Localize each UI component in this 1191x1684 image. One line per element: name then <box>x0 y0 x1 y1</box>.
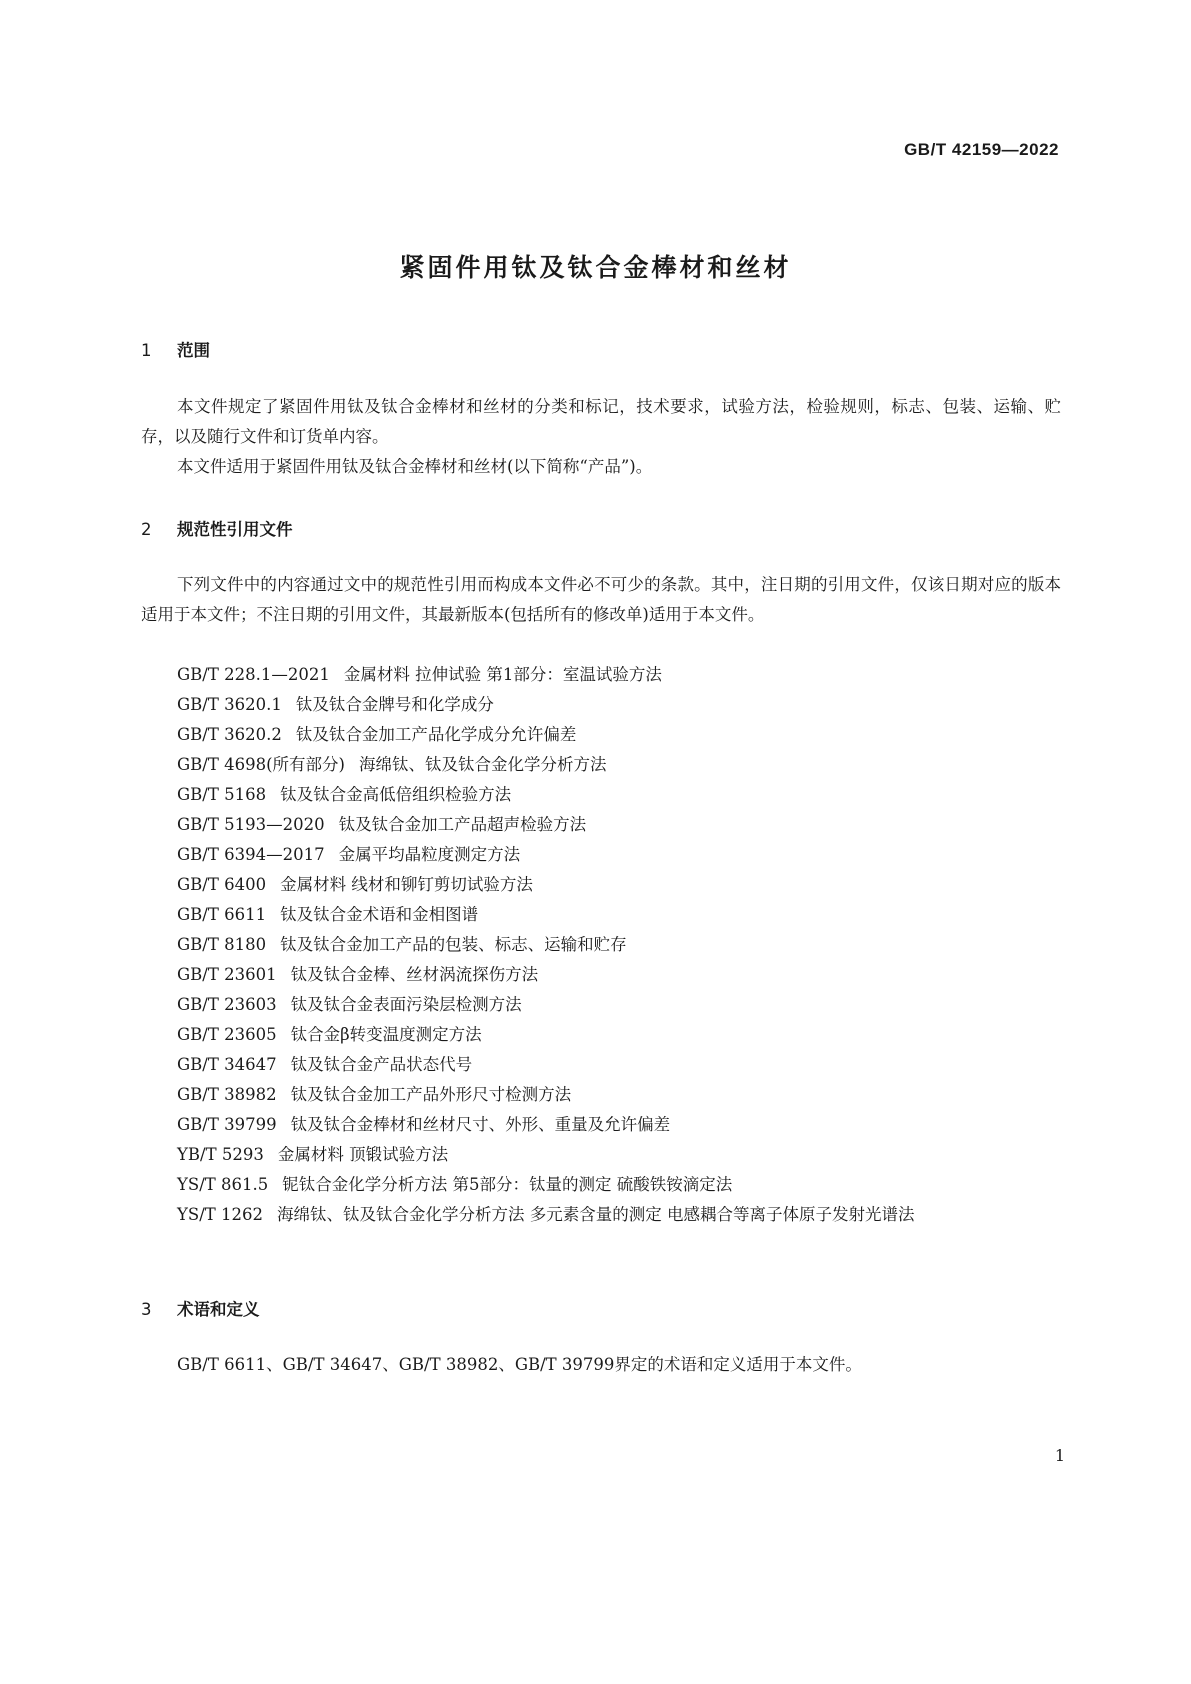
reference-title: 金属平均晶粒度测定方法 <box>338 845 521 864</box>
reference-code: GB/T 5193—2020 <box>177 815 325 834</box>
document-title: 紧固件用钛及钛合金棒材和丝材 <box>399 253 792 282</box>
normative-refs-intro: 下列文件中的内容通过文中的规范性引用而构成本文件必不可少的条款。其中，注日期的引用文件，仅该日期对应的版本适用于本文件；不注日期的引用文件，其最新版本(包括所有的修改单)适用于本文件。 <box>141 575 1061 624</box>
section-number: 1 <box>141 341 152 360</box>
reference-item <box>141 870 1061 900</box>
section-heading-normative-refs <box>141 516 293 540</box>
reference-item <box>141 780 1061 810</box>
reference-title: 钛及钛合金牌号和化学成分 <box>295 695 494 714</box>
reference-title: 金属材料 拉伸试验 第1部分：室温试验方法 <box>343 665 662 684</box>
terms-paragraph: GB/T 6611、GB/T 34647、GB/T 38982、GB/T 39799界定的术语和定义适用于本文件。 <box>177 1355 862 1374</box>
reference-code: GB/T 3620.1 <box>177 695 282 714</box>
reference-code: YB/T 5293 <box>177 1145 264 1164</box>
reference-item <box>141 690 1061 720</box>
reference-title: 金属材料 顶锻试验方法 <box>277 1145 449 1164</box>
reference-title: 钛及钛合金加工产品外形尺寸检测方法 <box>290 1085 572 1104</box>
reference-item <box>141 750 1061 780</box>
reference-item <box>141 1140 1061 1170</box>
section-heading-terms <box>141 1296 260 1320</box>
reference-code: YS/T 1262 <box>177 1205 263 1224</box>
scope-paragraph: 本文件适用于紧固件用钛及钛合金棒材和丝材(以下简称“产品”)。 <box>177 457 653 476</box>
section-title: 术语和定义 <box>177 1300 260 1319</box>
reference-title: 钛及钛合金加工产品化学成分允许偏差 <box>295 725 577 744</box>
reference-list <box>141 660 1061 1230</box>
reference-item <box>141 1050 1061 1080</box>
reference-code: GB/T 6400 <box>177 875 267 894</box>
reference-item <box>141 900 1061 930</box>
reference-title: 金属材料 线材和铆钉剪切试验方法 <box>280 875 533 894</box>
reference-code: GB/T 6611 <box>177 905 267 924</box>
reference-code: GB/T 23601 <box>177 965 277 984</box>
scope-paragraph: 本文件规定了紧固件用钛及钛合金棒材和丝材的分类和标记，技术要求，试验方法，检验规则，标志、包装、运输、贮存，以及随行文件和订货单内容。 <box>141 397 1061 446</box>
reference-code: GB/T 228.1—2021 <box>177 665 330 684</box>
reference-item <box>141 960 1061 990</box>
reference-title: 钛及钛合金产品状态代号 <box>290 1055 473 1074</box>
reference-item <box>141 1200 1061 1230</box>
reference-title: 钛合金β转变温度测定方法 <box>290 1025 482 1044</box>
reference-item <box>141 1080 1061 1110</box>
section-number: 2 <box>141 520 152 539</box>
reference-item <box>141 840 1061 870</box>
section-number: 3 <box>141 1300 152 1319</box>
reference-item <box>141 990 1061 1020</box>
reference-title: 钛及钛合金高低倍组织检验方法 <box>280 785 512 804</box>
reference-code: GB/T 8180 <box>177 935 267 954</box>
reference-title: 钛及钛合金棒材和丝材尺寸、外形、重量及允许偏差 <box>290 1115 671 1134</box>
reference-item <box>141 1020 1061 1050</box>
reference-item <box>141 810 1061 840</box>
reference-title: 钛及钛合金棒、丝材涡流探伤方法 <box>290 965 539 984</box>
section-title: 规范性引用文件 <box>177 520 293 539</box>
reference-title: 海绵钛、钛及钛合金化学分析方法 多元素含量的测定 电感耦合等离子体原子发射光谱法 <box>277 1205 915 1224</box>
reference-title: 钛及钛合金加工产品的包装、标志、运输和贮存 <box>280 935 627 954</box>
reference-code: GB/T 23605 <box>177 1025 277 1044</box>
reference-item <box>141 660 1061 690</box>
reference-item <box>141 720 1061 750</box>
reference-title: 钛及钛合金表面污染层检测方法 <box>290 995 522 1014</box>
reference-item <box>141 1170 1061 1200</box>
page-number: 1 <box>1054 1446 1065 1465</box>
reference-code: GB/T 38982 <box>177 1085 277 1104</box>
reference-title: 钛及钛合金术语和金相图谱 <box>280 905 479 924</box>
reference-code: GB/T 3620.2 <box>177 725 282 744</box>
reference-code: GB/T 5168 <box>177 785 267 804</box>
reference-title: 海绵钛、钛及钛合金化学分析方法 <box>358 755 607 774</box>
reference-item <box>141 1110 1061 1140</box>
section-heading-scope <box>141 337 210 361</box>
reference-code: GB/T 6394—2017 <box>177 845 325 864</box>
reference-code: YS/T 861.5 <box>177 1175 269 1194</box>
reference-code: GB/T 39799 <box>177 1115 277 1134</box>
reference-title: 铌钛合金化学分析方法 第5部分：钛量的测定 硫酸铁铵滴定法 <box>282 1175 733 1194</box>
reference-code: GB/T 34647 <box>177 1055 277 1074</box>
reference-item <box>141 930 1061 960</box>
standard-number: GB/T 42159—2022 <box>904 140 1059 159</box>
reference-code: GB/T 23603 <box>177 995 277 1014</box>
reference-code: GB/T 4698(所有部分) <box>177 755 345 774</box>
reference-title: 钛及钛合金加工产品超声检验方法 <box>338 815 587 834</box>
section-title: 范围 <box>177 341 210 360</box>
